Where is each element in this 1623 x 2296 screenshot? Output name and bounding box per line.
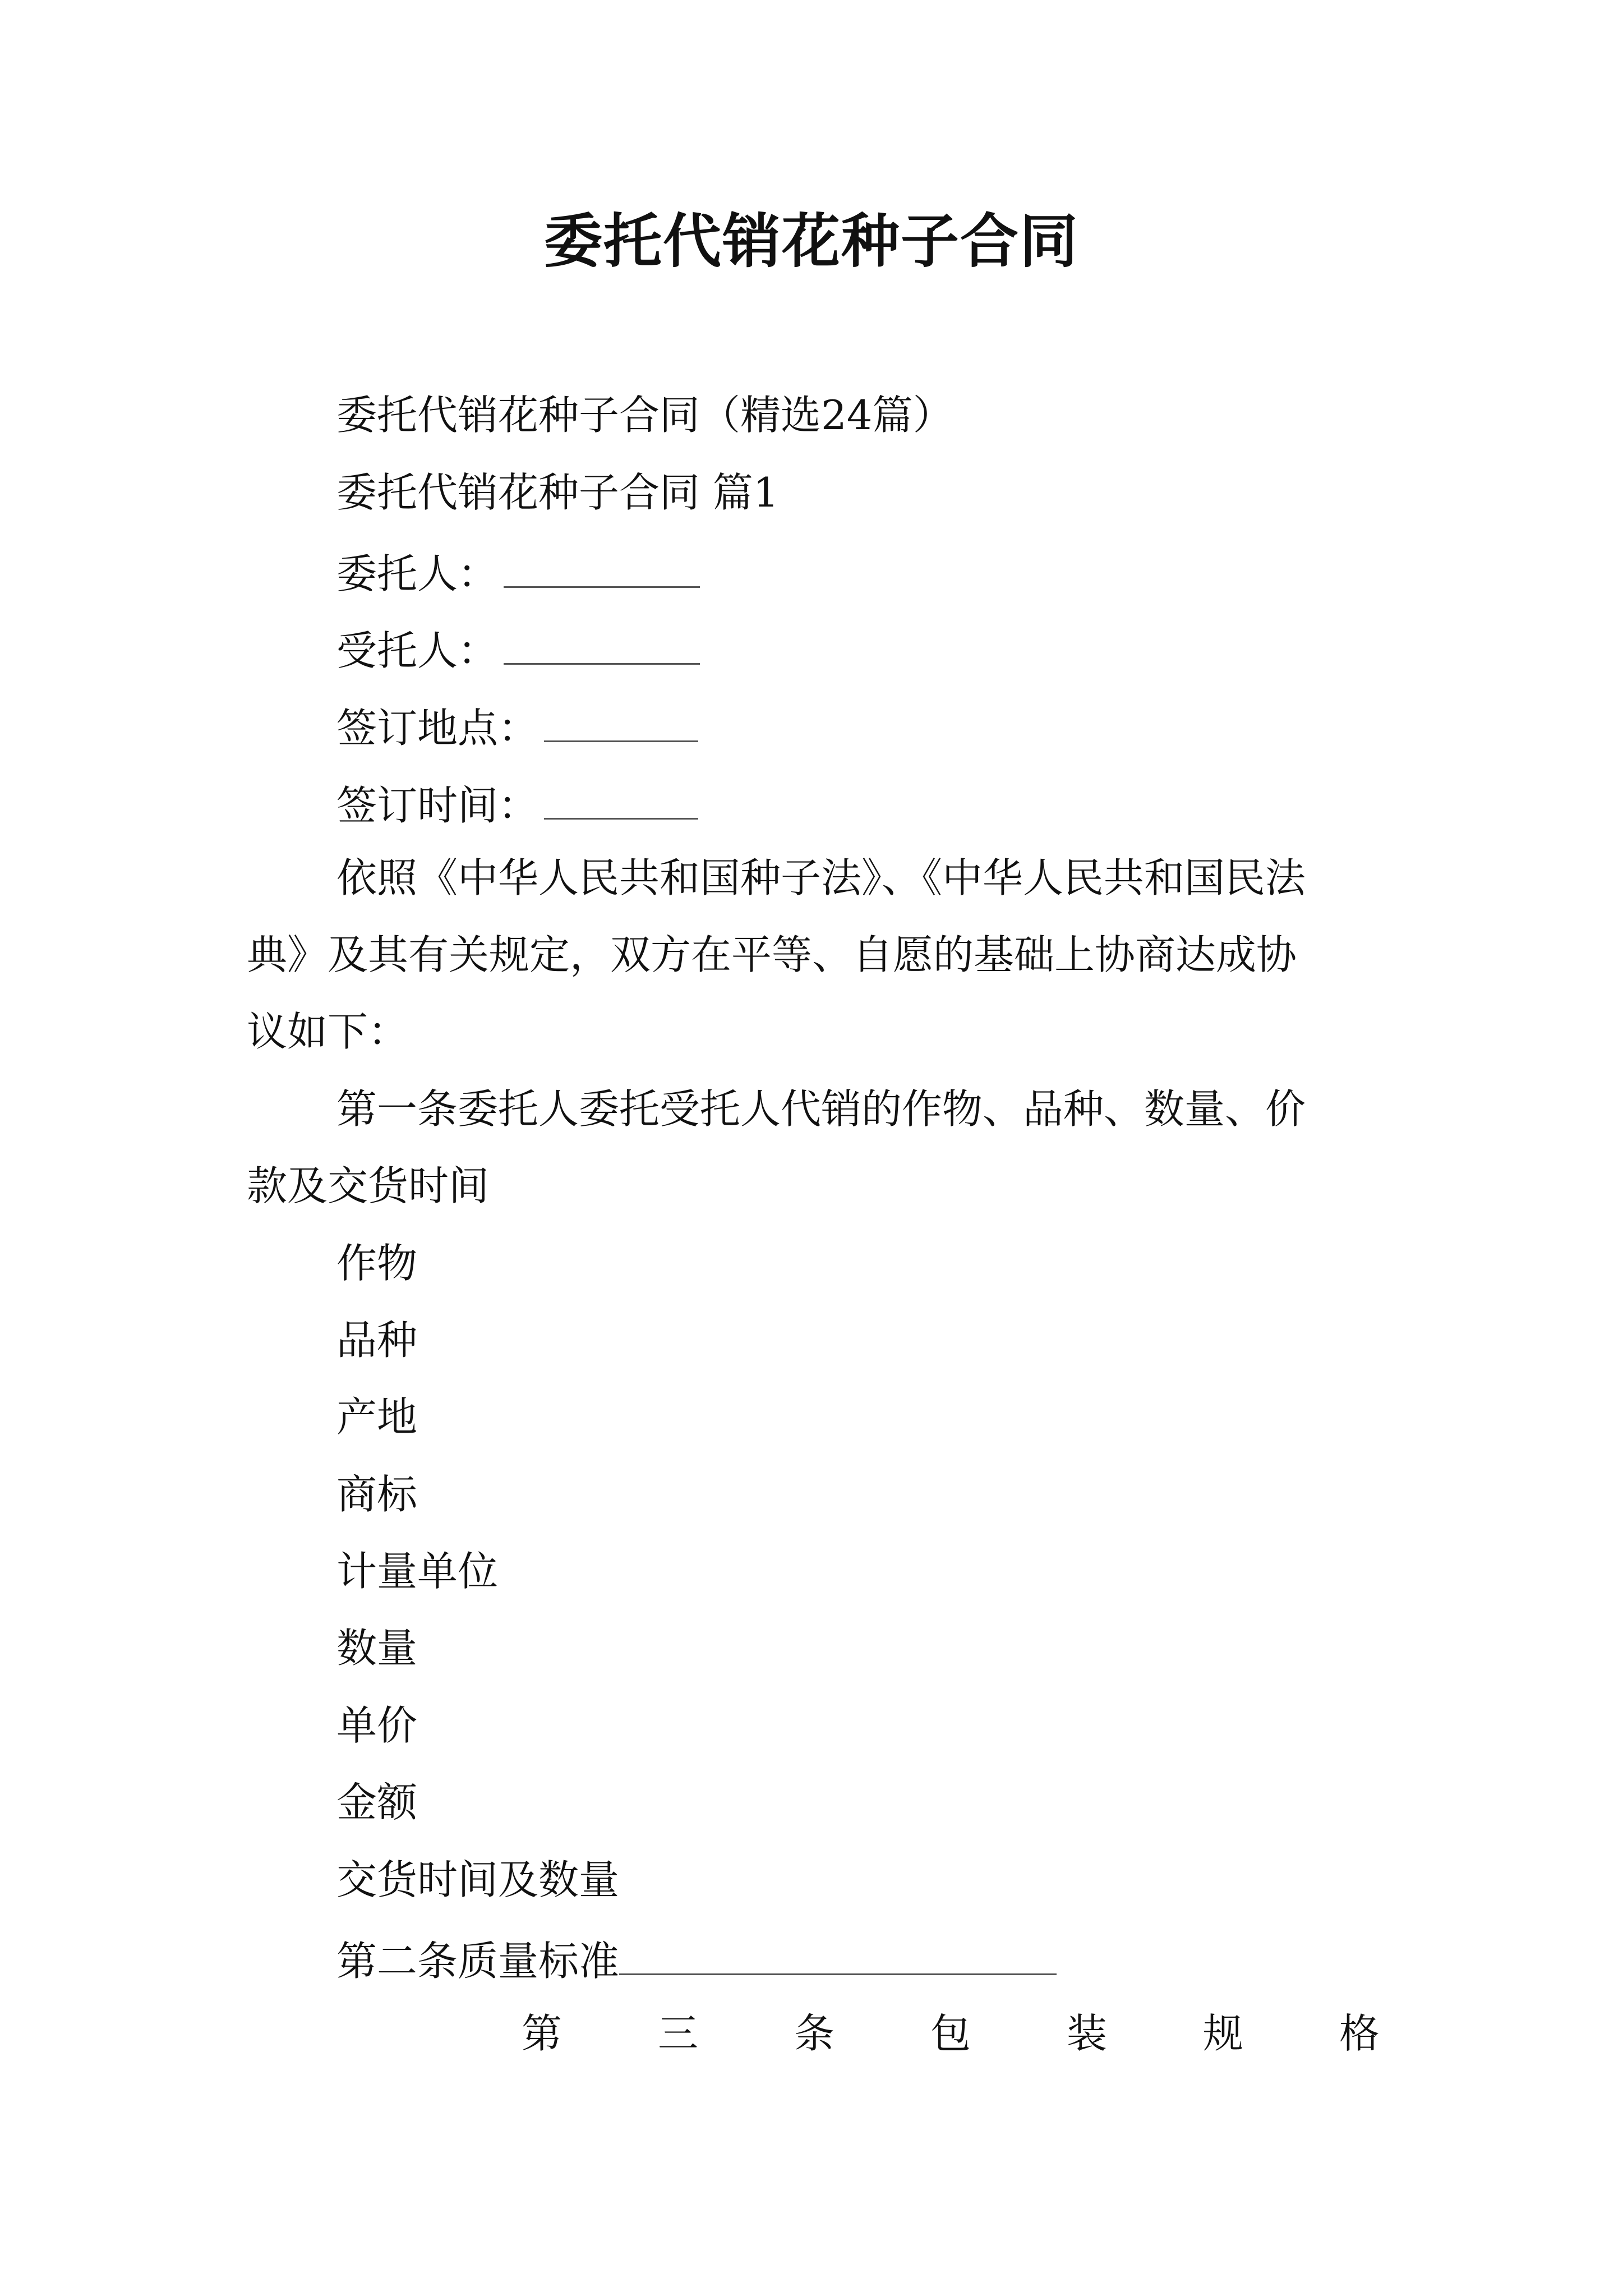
document-subtitle: 委托代销花种子合同（精选24篇） [336,392,953,439]
article-2-line [336,1929,1057,1989]
field-label: 受托人： [336,627,499,674]
intro-paragraph-line: 议如下： [247,1008,409,1055]
article-3-char: 格 [1339,2010,1380,2057]
item-line: 品种 [336,1317,418,1364]
item-line: 产地 [336,1393,418,1441]
item-line: 单价 [336,1702,418,1749]
blank-line [544,696,698,742]
field-label: 签订时间： [336,782,539,829]
item-line: 商标 [336,1471,418,1518]
field-label: 委托人： [336,550,499,597]
article-3-char: 条 [794,2010,834,2057]
article-2-text: 第二条质量标准 [336,1938,620,1985]
field-signing-time [336,773,698,834]
blank-line [544,773,698,820]
field-signing-place [336,696,698,756]
item-line: 交货时间及数量 [336,1856,620,1903]
article-3-char: 包 [930,2010,971,2057]
field-label: 签订地点： [336,705,539,752]
blank-line [504,618,700,665]
field-entrusted-party [336,618,700,679]
field-entrusting-party [336,541,700,602]
item-line: 计量单位 [336,1548,499,1595]
article-1-line: 款及交货时间 [247,1162,490,1209]
intro-paragraph-line: 依照《中华人民共和国种子法》、《中华人民共和国民法 [336,854,1306,901]
blank-line [619,1929,1057,1975]
article-1-line: 第一条委托人委托受托人代销的作物、品种、数量、价 [336,1085,1306,1133]
article-3-char: 三 [657,2010,698,2057]
section-heading: 委托代销花种子合同 篇1 [336,469,779,516]
item-line: 数量 [336,1625,418,1672]
intro-paragraph-line: 典》及其有关规定，双方在平等、自愿的基础上协商达成协 [247,931,1297,978]
article-3-line [522,2005,1380,2062]
blank-line [504,541,700,588]
item-line: 作物 [336,1240,418,1287]
article-3-char: 规 [1202,2010,1243,2057]
article-3-char: 第 [522,2010,562,2057]
item-line: 金额 [336,1779,418,1826]
document-title: 委托代销花种子合同 [543,207,1079,275]
article-3-char: 装 [1066,2010,1107,2057]
